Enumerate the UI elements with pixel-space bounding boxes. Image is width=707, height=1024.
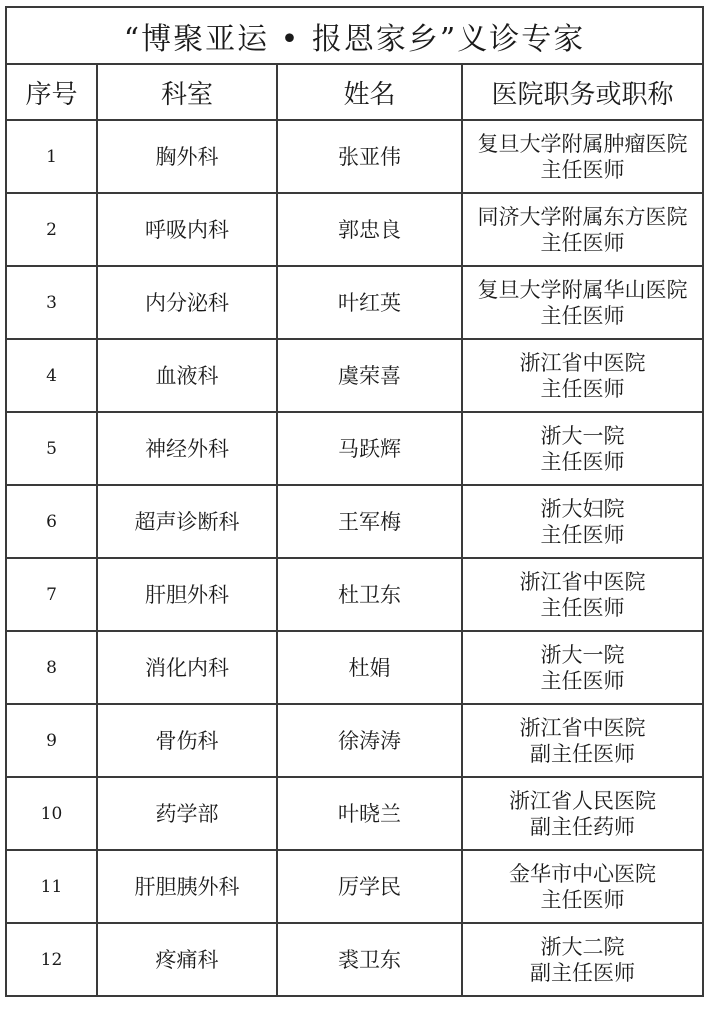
row-hospital: 复旦大学附属肿瘤医院 (477, 131, 688, 156)
row-position (462, 923, 703, 996)
row-title: 主任医师 (540, 157, 625, 182)
row-department: 呼吸内科 (97, 193, 277, 266)
row-title: 主任医师 (540, 668, 625, 693)
row-department: 血液科 (97, 339, 277, 412)
row-title: 副主任医师 (530, 960, 635, 985)
table-row (6, 850, 703, 923)
row-position (462, 631, 703, 704)
row-name: 马跃辉 (277, 412, 462, 485)
row-hospital: 浙江省中医院 (519, 715, 646, 740)
table-row (6, 923, 703, 996)
row-title: 主任医师 (540, 303, 625, 328)
row-position (462, 485, 703, 558)
row-department: 胸外科 (97, 120, 277, 193)
row-index: 10 (6, 777, 97, 850)
row-hospital: 同济大学附属东方医院 (477, 204, 688, 229)
row-name: 裘卫东 (277, 923, 462, 996)
row-title: 主任医师 (540, 887, 625, 912)
row-name: 杜卫东 (277, 558, 462, 631)
row-department: 神经外科 (97, 412, 277, 485)
row-title: 主任医师 (540, 376, 625, 401)
row-position (462, 339, 703, 412)
row-name: 徐涛涛 (277, 704, 462, 777)
row-position (462, 850, 703, 923)
row-hospital: 浙大妇院 (540, 496, 625, 521)
row-hospital: 浙江省中医院 (519, 569, 646, 594)
header-name: 姓名 (277, 64, 462, 120)
row-department: 内分泌科 (97, 266, 277, 339)
row-name: 厉学民 (277, 850, 462, 923)
row-name: 王军梅 (277, 485, 462, 558)
row-index: 8 (6, 631, 97, 704)
row-index: 3 (6, 266, 97, 339)
row-name: 杜娟 (277, 631, 462, 704)
row-department: 肝胆外科 (97, 558, 277, 631)
row-name: 郭忠良 (277, 193, 462, 266)
table-row (6, 412, 703, 485)
row-hospital: 浙江省人民医院 (509, 788, 656, 813)
row-index: 5 (6, 412, 97, 485)
row-department: 肝胆胰外科 (97, 850, 277, 923)
table-row (6, 339, 703, 412)
table-row (6, 193, 703, 266)
row-name: 叶晓兰 (277, 777, 462, 850)
row-hospital: 浙大一院 (540, 423, 625, 448)
row-name: 虞荣喜 (277, 339, 462, 412)
table-row (6, 631, 703, 704)
row-index: 2 (6, 193, 97, 266)
row-index: 9 (6, 704, 97, 777)
table-row (6, 558, 703, 631)
row-title: 主任医师 (540, 595, 625, 620)
row-index: 7 (6, 558, 97, 631)
table-row (6, 485, 703, 558)
row-name: 张亚伟 (277, 120, 462, 193)
row-position (462, 193, 703, 266)
row-position (462, 120, 703, 193)
row-hospital: 浙江省中医院 (519, 350, 646, 375)
row-department: 骨伤科 (97, 704, 277, 777)
header-index: 序号 (6, 64, 97, 120)
row-hospital: 复旦大学附属华山医院 (477, 277, 688, 302)
table-row (6, 704, 703, 777)
row-position (462, 704, 703, 777)
row-department: 消化内科 (97, 631, 277, 704)
header-position: 医院职务或职称 (462, 64, 703, 120)
header-row (6, 64, 703, 120)
row-title: 副主任药师 (530, 814, 635, 839)
row-hospital: 浙大二院 (540, 934, 625, 959)
row-position (462, 412, 703, 485)
row-index: 6 (6, 485, 97, 558)
expert-roster-table (5, 6, 704, 997)
row-hospital: 金华市中心医院 (509, 861, 656, 886)
row-department: 疼痛科 (97, 923, 277, 996)
table-row (6, 120, 703, 193)
row-position (462, 777, 703, 850)
row-index: 1 (6, 120, 97, 193)
table-title: “博聚亚运 • 报恩家乡”义诊专家 (6, 7, 703, 64)
row-title: 主任医师 (540, 230, 625, 255)
row-index: 12 (6, 923, 97, 996)
row-department: 药学部 (97, 777, 277, 850)
row-index: 11 (6, 850, 97, 923)
row-name: 叶红英 (277, 266, 462, 339)
row-title: 主任医师 (540, 522, 625, 547)
table-row (6, 266, 703, 339)
row-department: 超声诊断科 (97, 485, 277, 558)
row-hospital: 浙大一院 (540, 642, 625, 667)
row-position (462, 558, 703, 631)
row-position (462, 266, 703, 339)
header-department: 科室 (97, 64, 277, 120)
row-title: 主任医师 (540, 449, 625, 474)
table-row (6, 777, 703, 850)
row-title: 副主任医师 (530, 741, 635, 766)
row-index: 4 (6, 339, 97, 412)
